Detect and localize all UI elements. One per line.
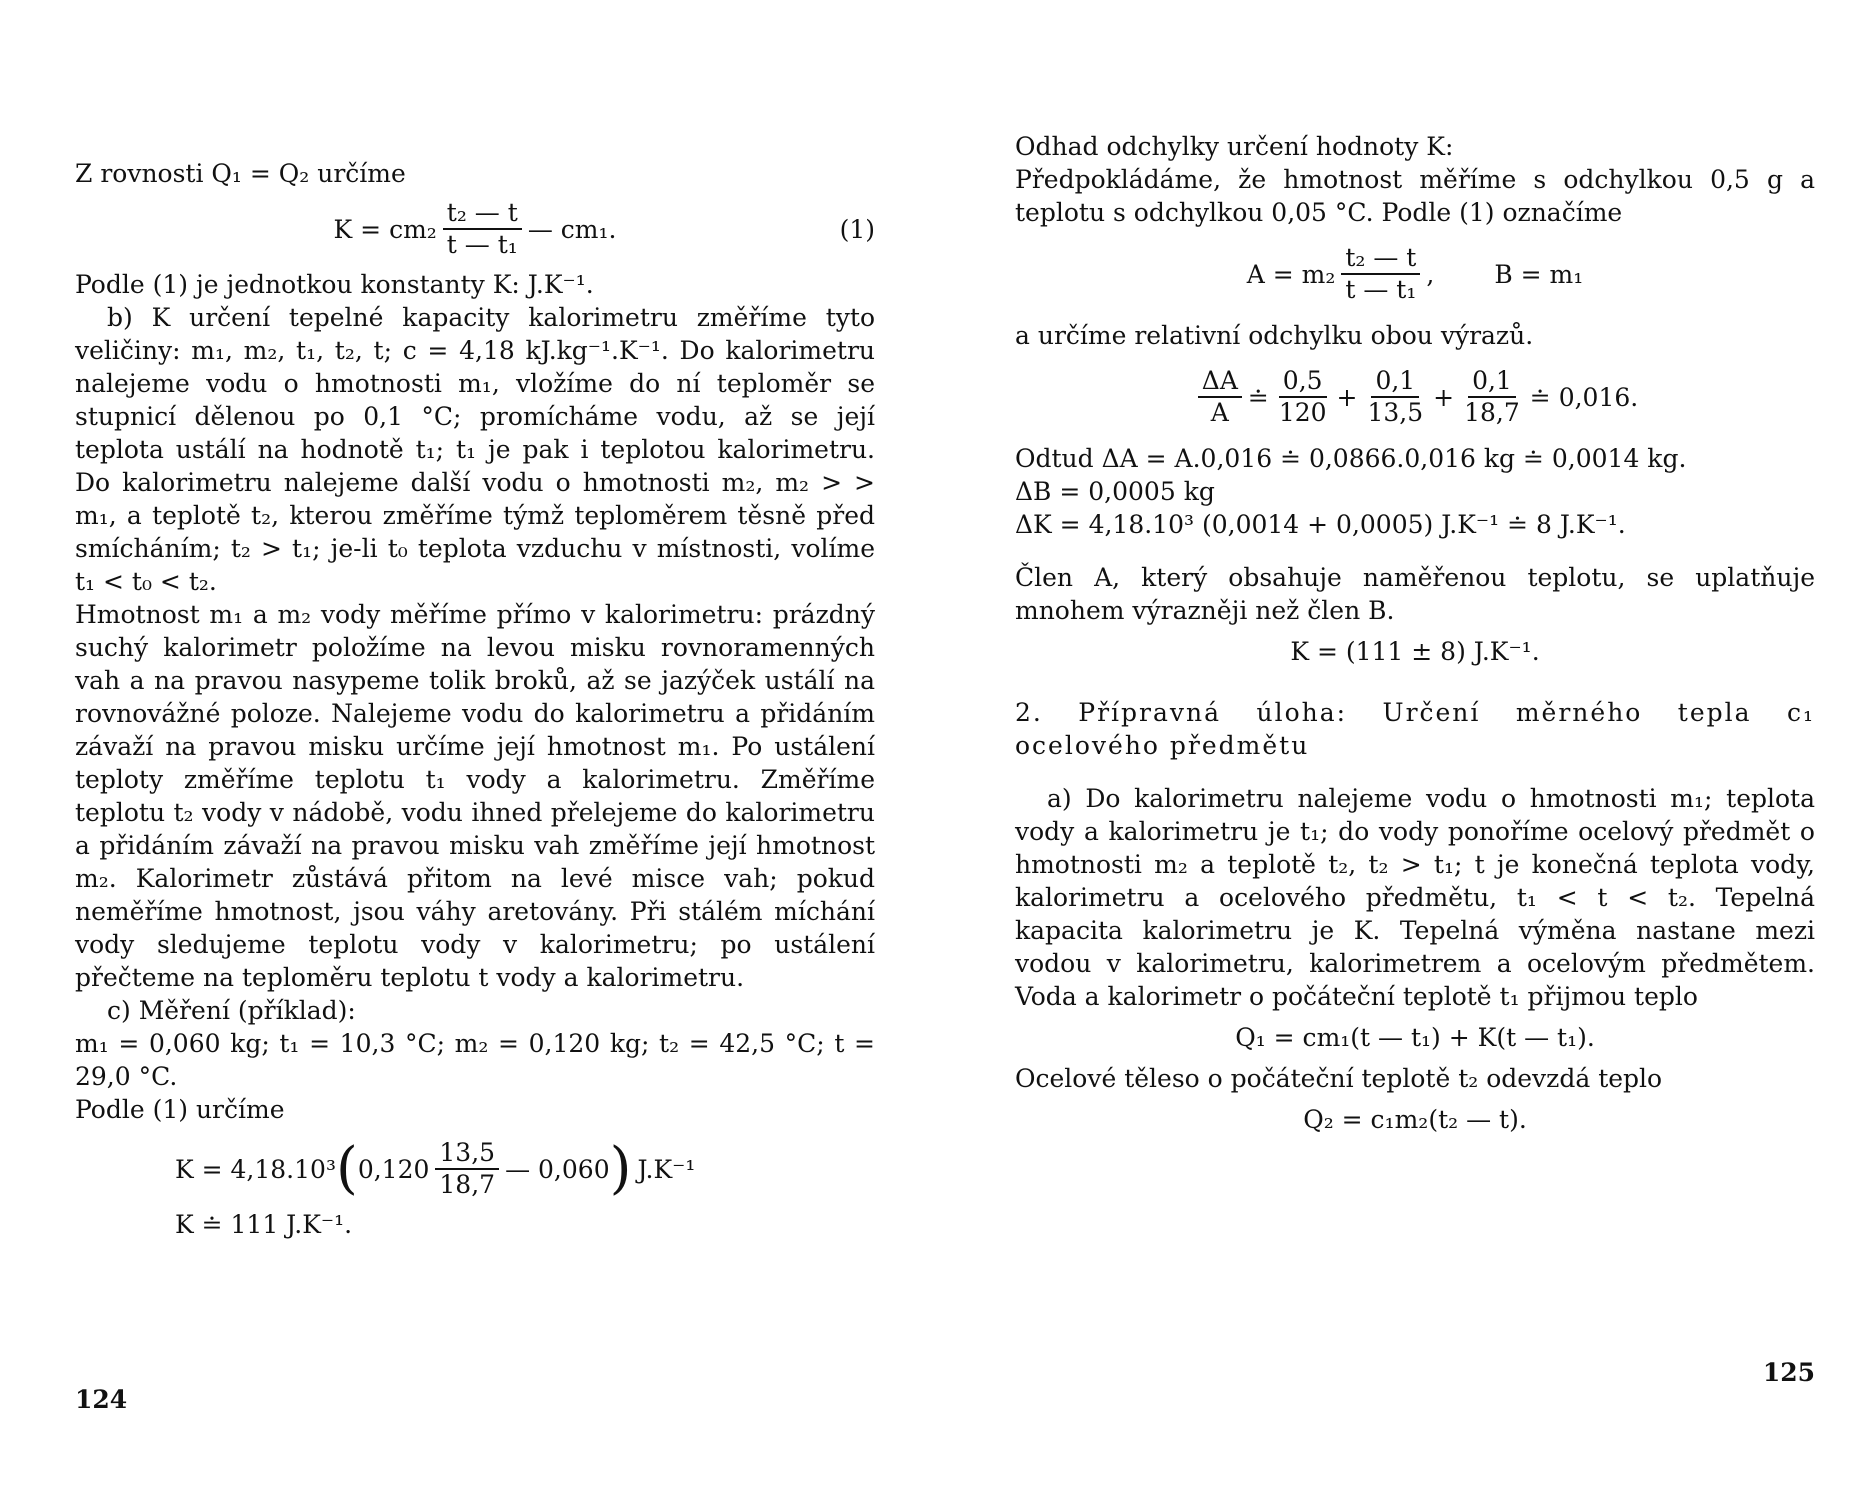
rel-frac-2-den: 120 — [1278, 398, 1327, 427]
equation-k-result — [1015, 635, 1815, 668]
rel-frac-3-num: 0,1 — [1371, 366, 1419, 398]
paragraph-a: a) Do kalorimetru nalejeme vodu o hmotnosti m₁; teplota vody a kalorimetru je t₁; do vody ponoříme ocelový předmět o hmotnosti m₂ a teplotě t₂, t₂ > t₁; t je konečná teplota vody, kalorimetru a ocelového předmětu, t₁ < t < t₂. Tepelná kapacita kalorimetru je K. Tepelná výměna nastane mezi vodou v kalorimetru, kalorimetrem a ocelovým předmětem. Voda a kalorimetr o počáteční teplotě t₁ přijmou teplo — [1015, 784, 1815, 1011]
eq-a-lhs: A = m₂ — [1246, 259, 1336, 289]
rel-frac-1-num: ΔA — [1198, 366, 1242, 398]
k-result: K = (111 ± 8) J.K⁻¹. — [1290, 637, 1540, 666]
rel-approx: ≐ — [1247, 382, 1269, 412]
rel-result: ≐ 0,016. — [1529, 382, 1639, 412]
equation-ab — [1015, 243, 1815, 305]
eq1-numerator: t₂ — t — [443, 198, 522, 230]
intro-line: Z rovnosti Q₁ = Q₂ určíme — [75, 159, 406, 188]
units-paragraph: Podle (1) je jednotkou konstanty K: J.K⁻¹. — [75, 270, 594, 299]
equation-1 — [75, 198, 875, 260]
rel-frac-1-den: A — [1210, 398, 1229, 427]
measured-values: m₁ = 0,060 kg; t₁ = 10,3 °C; m₂ = 0,120 kg; t₂ = 42,5 °C; t = 29,0 °C. — [75, 1029, 875, 1091]
eq2-close-paren: ) — [609, 1136, 632, 1201]
paragraph-c: c) Měření (příklad): — [107, 996, 356, 1025]
eq-a-denominator: t — t₁ — [1345, 275, 1417, 304]
equation-q1 — [1015, 1021, 1815, 1054]
rel-frac-2 — [1275, 366, 1331, 428]
left-column — [75, 157, 875, 1241]
rel-frac-4-den: 18,7 — [1464, 398, 1520, 427]
section-heading: 2. Přípravná úloha: Určení měrného tepla c₁ ocelového předmětu — [1015, 698, 1815, 760]
rel-plus-1: + — [1336, 382, 1358, 412]
equation-q2 — [1015, 1103, 1815, 1136]
right-page — [1015, 0, 1815, 1500]
paragraph-b: b) K určení tepelné kapacity kalorimetru změříme tyto veličiny: m₁, m₂, t₁, t₂, t; c = 4,18 kJ.kg⁻¹.K⁻¹. Do kalorimetru nalejeme vodu o hmotnosti m₁, vložíme do ní teploměr se stupnicí dělenou po 0,1 °C; promícháme vodu, až se její teplota ustálí na hodnotě t₁; t₁ je pak i teplotou kalorimetru. Do kalorimetru nalejeme další vodu o hmotnosti m₂, m₂ > > m₁, a teplotě t₂, kterou změříme týmž teploměrem těsně před smícháním; t₂ > t₁; je-li t₀ teplota vzduchu v místnosti, volíme t₁ < t₀ < t₂. — [75, 303, 875, 596]
eq2-term-a: 0,120 — [357, 1154, 430, 1184]
delta-k-line: ΔK = 4,18.10³ (0,0014 + 0,0005) J.K⁻¹ ≐ 8 J.K⁻¹. — [1015, 510, 1626, 539]
eq-a-fraction — [1341, 243, 1420, 305]
right-column — [1015, 130, 1815, 1144]
rel-frac-2-num: 0,5 — [1279, 366, 1327, 398]
page-number-right: 125 — [1762, 1358, 1815, 1387]
equation-3: K ≐ 111 J.K⁻¹. — [175, 1210, 353, 1239]
eq1-denominator: t — t₁ — [446, 230, 518, 259]
rel-frac-3 — [1364, 366, 1428, 428]
eq2-fraction — [435, 1138, 499, 1200]
eq2-open-paren: ( — [335, 1136, 358, 1201]
delta-b-line: ΔB = 0,0005 kg — [1015, 477, 1215, 506]
mass-paragraph: Hmotnost m₁ a m₂ vody měříme přímo v kalorimetru: prázdný suchý kalorimetr položíme na levou misku rovnoramenných vah a na pravou nasypeme tolik broků, až se jazýček ustálí na rovnovážné poloze. Nalejeme vodu do kalorimetru a přidáním závaží na pravou misku určíme její hmotnost m₁. Po ustálení teploty změříme teplotu t₁ vody a kalorimetru. Změříme teplotu t₂ vody v nádobě, vodu ihned přelejeme do kalorimetru a přidáním závaží na pravou misku vah změříme její hmotnost m₂. Kalorimetr zůstává přitom na levé misce vah; pokud neměříme hmotnost, jsou váhy aretovány. Při stálém míchání vody sledujeme teplotu vody v kalorimetru; po ustálení přečteme na teploměru teplotu t vody a kalorimetru. — [75, 600, 875, 992]
rel-frac-4-num: 0,1 — [1468, 366, 1516, 398]
eq1-label: (1) — [839, 214, 875, 244]
rel-frac-1 — [1198, 366, 1242, 428]
eq2-term-b: — 0,060 — [505, 1154, 610, 1184]
eq-b: B = m₁ — [1494, 259, 1584, 289]
relative-paragraph: a určíme relativní odchylku obou výrazů. — [1015, 321, 1534, 350]
eq1-fraction — [443, 198, 522, 260]
estimate-heading: Odhad odchylky určení hodnoty K: — [1015, 132, 1454, 161]
eq2-numerator: 13,5 — [435, 1138, 499, 1170]
left-page — [75, 0, 875, 1500]
rel-plus-2: + — [1433, 382, 1455, 412]
equation-2 — [75, 1138, 875, 1200]
eq1-lhs: K = cm₂ — [333, 214, 437, 244]
steel-paragraph: Ocelové těleso o počáteční teplotě t₂ odevzdá teplo — [1015, 1064, 1663, 1093]
eq1-rhs: — cm₁. — [527, 214, 617, 244]
rel-frac-3-den: 13,5 — [1367, 398, 1424, 427]
rel-frac-4 — [1460, 366, 1524, 428]
eq2-unit: J.K⁻¹ — [637, 1154, 696, 1184]
equation-relative — [1015, 366, 1815, 428]
member-paragraph: Člen A, který obsahuje naměřenou teplotu, se uplatňuje mnohem výrazněji než člen B. — [1015, 563, 1815, 625]
from-eq-line: Podle (1) určíme — [75, 1095, 285, 1124]
q2-expression: Q₂ = c₁m₂(t₂ — t). — [1303, 1105, 1527, 1134]
assumption-paragraph: Předpokládáme, že hmotnost měříme s odchylkou 0,5 g a teplotu s odchylkou 0,05 °C. Podle (1) označíme — [1015, 165, 1815, 227]
eq2-lhs: K = 4,18.10³ — [175, 1154, 336, 1184]
q1-expression: Q₁ = cm₁(t — t₁) + K(t — t₁). — [1235, 1023, 1595, 1052]
eq2-denominator: 18,7 — [439, 1170, 496, 1199]
eq-ab-separator: , — [1426, 259, 1435, 289]
delta-a-line: Odtud ΔA = A.0,016 ≐ 0,0866.0,016 kg ≐ 0,0014 kg. — [1015, 444, 1687, 473]
eq-a-numerator: t₂ — t — [1341, 243, 1420, 275]
page-number-left: 124 — [75, 1385, 128, 1414]
